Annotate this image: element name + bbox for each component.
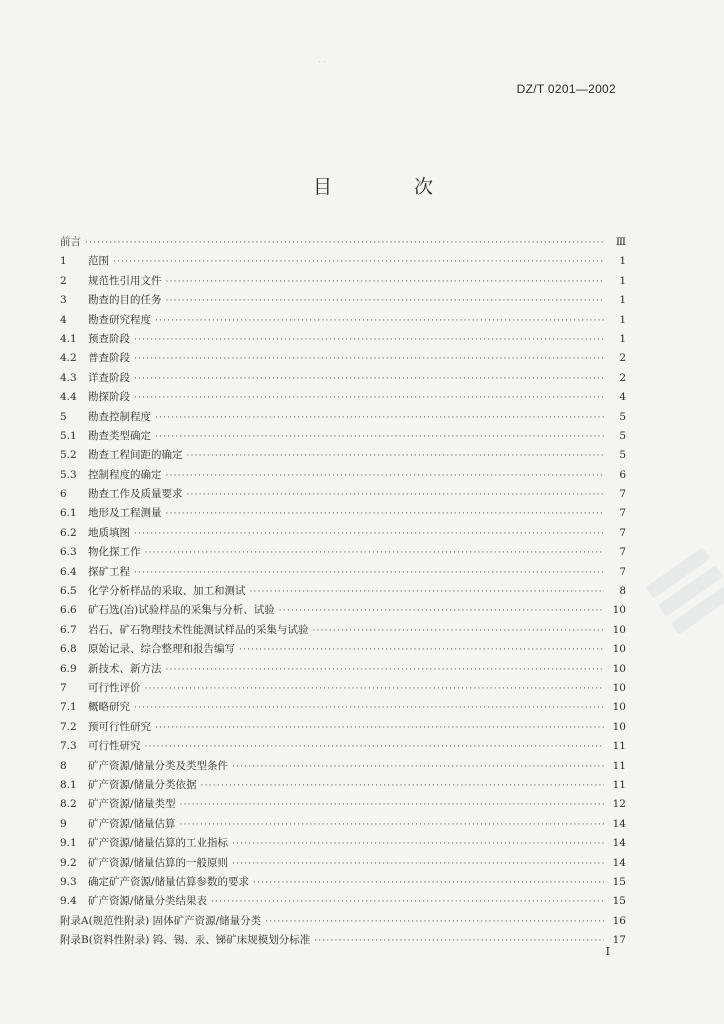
toc-entry-page: 12 <box>612 798 626 811</box>
toc-entry-number: 6.4 <box>60 565 77 578</box>
toc-entry-title: 预查阶段 <box>88 332 130 345</box>
toc-entry-page: 1 <box>619 274 626 287</box>
toc-entry-title: 探矿工程 <box>88 565 130 578</box>
toc-entry-page: 5 <box>619 410 626 423</box>
toc-dot-leader <box>313 626 605 636</box>
toc-entry-number: 9 <box>60 817 67 830</box>
toc-dot-leader <box>201 781 604 791</box>
toc-entry-title: 化学分析样品的采取、加工和测试 <box>88 585 246 598</box>
toc-dot-leader <box>211 897 604 907</box>
toc-entry[interactable] <box>60 331 626 350</box>
toc-entry-title: 详查阶段 <box>88 371 130 384</box>
toc-entry-number: 7 <box>60 681 67 694</box>
toc-entry-number: 4.4 <box>60 391 77 404</box>
toc-entry-page: 8 <box>619 585 626 598</box>
toc-entry-page: 1 <box>619 294 626 307</box>
toc-entry[interactable] <box>60 641 626 660</box>
toc-entry-number: 2 <box>60 274 67 287</box>
toc-entry[interactable] <box>60 893 626 912</box>
toc-dot-leader <box>155 432 604 442</box>
toc-entry-number: 5.2 <box>60 449 77 462</box>
toc-entry[interactable] <box>60 680 626 699</box>
toc-entry-number: 7.1 <box>60 701 77 714</box>
toc-dot-leader <box>145 684 605 694</box>
toc-dot-leader <box>314 936 604 946</box>
toc-entry-title: 范围 <box>88 255 109 268</box>
toc-entry[interactable] <box>60 544 626 563</box>
toc-entry-title: 概略研究 <box>88 701 130 714</box>
toc-entry-title: 原始记录、综合整理和报告编写 <box>88 643 235 656</box>
toc-dot-leader <box>113 257 604 267</box>
toc-entry-page: 2 <box>619 371 626 384</box>
toc-entry-page: 17 <box>612 934 626 947</box>
toc-entry-number: 7.3 <box>60 740 77 753</box>
toc-entry[interactable] <box>60 855 626 874</box>
toc-entry-page: 10 <box>612 701 626 714</box>
toc-entry[interactable] <box>60 913 626 932</box>
toc-entry-page: 1 <box>619 313 626 326</box>
toc-entry-number: 4.2 <box>60 352 77 365</box>
toc-entry-number: 4 <box>60 313 67 326</box>
toc-entry-number: 6.2 <box>60 526 77 539</box>
toc-entry-page: 15 <box>612 895 626 908</box>
toc-entry-title: 前言 <box>60 236 81 248</box>
toc-entry-number: 4.1 <box>60 332 77 345</box>
toc-entry[interactable] <box>60 525 626 544</box>
toc-dot-leader <box>134 354 604 364</box>
toc-entry[interactable] <box>60 292 626 311</box>
toc-entry-number: 7.2 <box>60 720 77 733</box>
toc-entry[interactable] <box>60 796 626 815</box>
toc-entry[interactable] <box>60 777 626 796</box>
toc-dot-leader <box>279 606 604 616</box>
toc-dot-leader <box>155 413 604 423</box>
toc-entry[interactable] <box>60 409 626 428</box>
toc-dot-leader <box>134 703 604 713</box>
toc-entry-page: 7 <box>619 546 626 559</box>
toc-entry-number: 9.3 <box>60 875 77 888</box>
toc-entry-title: 矿产资源/储量估算的一般原则 <box>88 856 229 869</box>
toc-entry-number: 5.1 <box>60 429 77 442</box>
standard-code: DZ/T 0201—2002 <box>516 82 616 96</box>
toc-entry-page: 5 <box>619 449 626 462</box>
toc-entry-number: 4.3 <box>60 371 77 384</box>
toc-entry-page: 7 <box>619 526 626 539</box>
toc-entry-page: 6 <box>619 468 626 481</box>
toc-entry-number: 6.1 <box>60 507 77 520</box>
toc-entry-title: 矿产资源/储量分类及类型条件 <box>88 759 229 772</box>
toc-entry[interactable] <box>60 273 626 292</box>
toc-entry[interactable] <box>60 719 626 738</box>
toc-dot-leader <box>239 645 604 655</box>
toc-entry-number: 9.1 <box>60 837 77 850</box>
toc-entry[interactable] <box>60 602 626 621</box>
toc-entry-number: 3 <box>60 294 67 307</box>
toc-entry-title: 普查阶段 <box>88 352 130 365</box>
toc-entry-title: 勘查类型确定 <box>88 429 151 442</box>
toc-entry-number: 6 <box>60 488 67 501</box>
toc-entry-number: 8 <box>60 759 67 772</box>
toc-entry-page: Ⅲ <box>615 236 626 248</box>
toc-entry-page: 14 <box>612 856 626 869</box>
toc-entry[interactable] <box>60 253 626 272</box>
toc-entry[interactable] <box>60 661 626 680</box>
toc-dot-leader <box>232 859 604 869</box>
toc-dot-leader <box>166 509 605 519</box>
toc-dot-leader <box>85 238 604 248</box>
toc-entry-title: 矿产资源/储量估算 <box>88 817 176 830</box>
toc-dot-leader <box>134 374 604 384</box>
toc-entry[interactable] <box>60 370 626 389</box>
toc-entry[interactable] <box>60 583 626 602</box>
toc-entry-page: 14 <box>612 817 626 830</box>
toc-entry-number: 9.4 <box>60 895 77 908</box>
toc-entry-title: 可行性评价 <box>88 681 141 694</box>
toc-entry[interactable] <box>60 312 626 331</box>
toc-dot-leader <box>166 277 605 287</box>
table-of-contents <box>60 234 626 951</box>
toc-entry[interactable] <box>60 234 626 253</box>
toc-entry-page: 5 <box>619 429 626 442</box>
toc-entry-title: 确定矿产资源/储量估算参数的要求 <box>88 875 250 888</box>
toc-entry[interactable] <box>60 564 626 583</box>
toc-entry-title: 勘查控制程度 <box>88 410 151 423</box>
toc-entry-number: 8.2 <box>60 798 77 811</box>
page-number: I <box>605 945 610 958</box>
toc-dot-leader <box>187 451 605 461</box>
toc-entry-page: 11 <box>612 778 626 791</box>
toc-dot-leader <box>166 471 605 481</box>
toc-entry-number: 6.8 <box>60 643 77 656</box>
toc-entry-title: 勘查工作及质量要求 <box>88 488 183 501</box>
toc-dot-leader <box>134 335 604 345</box>
toc-entry[interactable] <box>60 428 626 447</box>
toc-entry-title: 物化探工作 <box>88 546 141 559</box>
toc-entry-title: 地质填图 <box>88 526 130 539</box>
toc-entry-title: 可行性研究 <box>88 740 141 753</box>
toc-entry-title: 矿产资源/储量估算的工业指标 <box>88 837 229 850</box>
toc-entry-title: 岩石、矿石物理技术性能测试样品的采集与试验 <box>88 623 309 636</box>
toc-dot-leader <box>232 839 604 849</box>
toc-entry-title: 规范性引用文件 <box>88 274 162 287</box>
toc-entry-title: 勘查工程间距的确定 <box>88 449 183 462</box>
toc-entry-page: 10 <box>612 720 626 733</box>
toc-dot-leader <box>145 742 605 752</box>
toc-dot-leader <box>155 316 604 326</box>
toc-entry[interactable] <box>60 835 626 854</box>
toc-entry[interactable] <box>60 758 626 777</box>
toc-entry-title: 勘查研究程度 <box>88 313 151 326</box>
toc-dot-leader <box>166 665 605 675</box>
toc-entry-page: 4 <box>619 391 626 404</box>
page-title: 目 次 <box>312 176 472 198</box>
toc-entry-page: 7 <box>619 488 626 501</box>
toc-entry-number: 5 <box>60 410 67 423</box>
toc-entry-page: 10 <box>612 604 626 617</box>
toc-entry-title: 附录A(规范性附录) 固体矿产资源/储量分类 <box>60 914 262 927</box>
toc-entry-number: 6.3 <box>60 546 77 559</box>
toc-entry-page: 10 <box>612 623 626 636</box>
toc-dot-leader <box>166 296 605 306</box>
toc-dot-leader <box>232 762 604 772</box>
toc-entry[interactable] <box>60 389 626 408</box>
toc-entry-title: 勘探阶段 <box>88 391 130 404</box>
toc-dot-leader <box>134 529 604 539</box>
toc-entry-page: 7 <box>619 565 626 578</box>
watermark-stamp <box>645 547 724 653</box>
scan-artifact-mark: · · <box>318 58 326 67</box>
toc-entry-title: 矿产资源/储量分类依据 <box>88 778 197 791</box>
toc-entry[interactable] <box>60 932 626 951</box>
toc-entry[interactable] <box>60 622 626 641</box>
toc-entry[interactable] <box>60 350 626 369</box>
toc-entry-number: 8.1 <box>60 778 77 791</box>
toc-entry-title: 勘查的目的任务 <box>88 294 162 307</box>
toc-entry-number: 6.5 <box>60 585 77 598</box>
toc-entry-title: 矿产资源/储量分类结果表 <box>88 895 208 908</box>
toc-dot-leader <box>134 393 604 403</box>
toc-entry[interactable] <box>60 738 626 757</box>
toc-entry[interactable] <box>60 699 626 718</box>
toc-entry-number: 6.7 <box>60 623 77 636</box>
toc-entry[interactable] <box>60 447 626 466</box>
toc-entry-title: 控制程度的确定 <box>88 468 162 481</box>
toc-entry-title: 预可行性研究 <box>88 720 151 733</box>
toc-entry-page: 10 <box>612 643 626 656</box>
toc-entry[interactable] <box>60 816 626 835</box>
toc-dot-leader <box>187 490 605 500</box>
toc-entry-number: 9.2 <box>60 856 77 869</box>
toc-entry-number: 6.9 <box>60 662 77 675</box>
toc-entry-page: 10 <box>612 681 626 694</box>
toc-entry[interactable] <box>60 505 626 524</box>
toc-entry-title: 矿产资源/储量类型 <box>88 798 176 811</box>
toc-entry-page: 14 <box>612 837 626 850</box>
toc-entry-title: 矿石选(冶)试验样品的采集与分析、试验 <box>88 604 275 617</box>
toc-entry-title: 地形及工程测量 <box>88 507 162 520</box>
toc-entry[interactable] <box>60 467 626 486</box>
toc-entry-number: 6.6 <box>60 604 77 617</box>
toc-dot-leader <box>155 723 604 733</box>
toc-dot-leader <box>134 568 604 578</box>
toc-entry-page: 1 <box>619 332 626 345</box>
toc-dot-leader <box>180 820 604 830</box>
toc-entry-page: 7 <box>619 507 626 520</box>
toc-entry-page: 16 <box>612 914 626 927</box>
toc-dot-leader <box>180 800 604 810</box>
toc-entry-page: 10 <box>612 662 626 675</box>
toc-entry-title: 附录B(资料性附录) 钨、锡、汞、锑矿床规模划分标准 <box>60 934 311 947</box>
toc-entry-number: 1 <box>60 255 67 268</box>
toc-entry-title: 新技术、新方法 <box>88 662 162 675</box>
toc-entry[interactable] <box>60 486 626 505</box>
toc-entry-number: 5.3 <box>60 468 77 481</box>
toc-entry-page: 1 <box>619 255 626 268</box>
toc-dot-leader <box>265 917 604 927</box>
toc-entry[interactable] <box>60 874 626 893</box>
toc-dot-leader <box>250 587 605 597</box>
toc-entry-page: 11 <box>612 740 626 753</box>
toc-dot-leader <box>145 548 605 558</box>
toc-entry-page: 15 <box>612 875 626 888</box>
toc-entry-page: 11 <box>612 759 626 772</box>
toc-dot-leader <box>253 878 604 888</box>
toc-entry-page: 2 <box>619 352 626 365</box>
